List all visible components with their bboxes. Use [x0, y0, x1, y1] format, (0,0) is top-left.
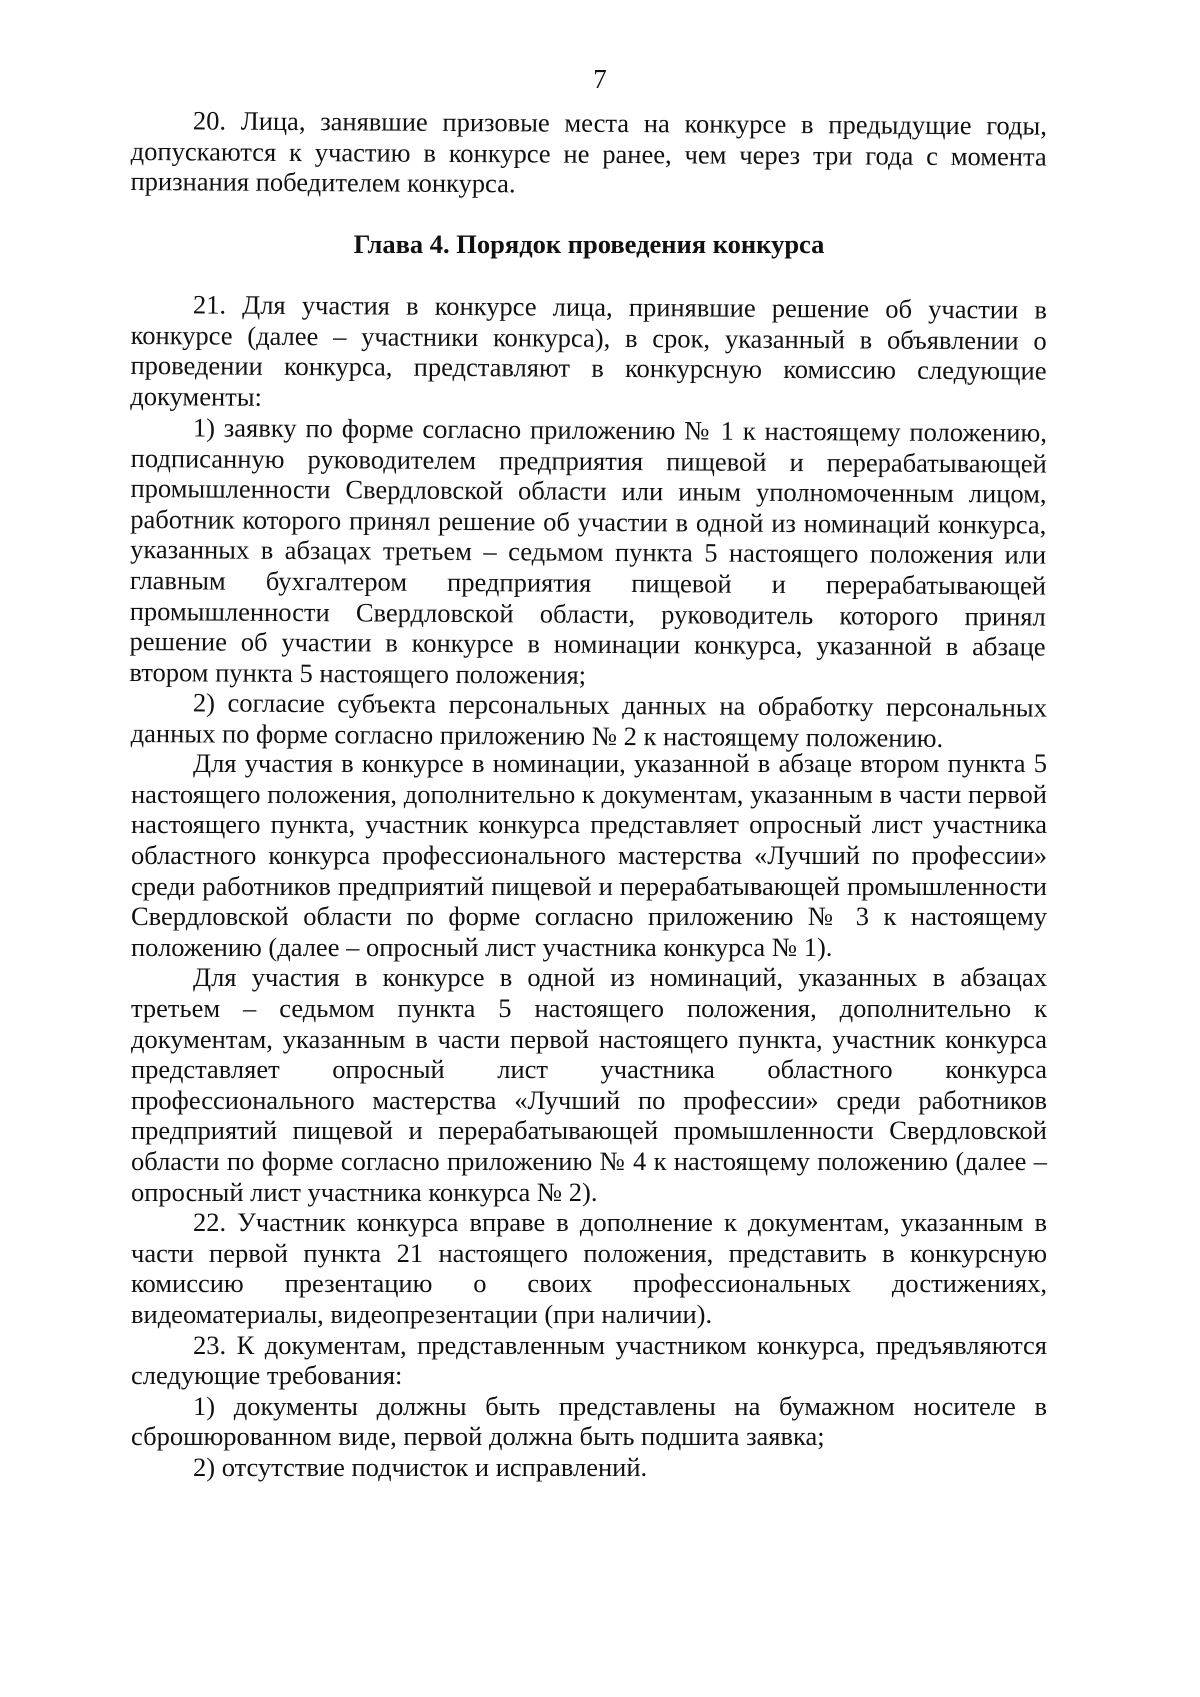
- paragraph-23: 23. К документам, представленным участником конкурса, предъявляются следующие требования:: [131, 1329, 1047, 1391]
- paragraph-21-additional-2: Для участия в конкурсе в одной из номинаций, указанных в абзацах третьем – седьмом пункта 5 настоящего положения, дополнительно к документам, указанным в части первой настоящего пункта, участник конкурса представляет опросный лист участника областного конкурса профессионального мастерства «Лучший по профессии» среди работников предприятий пищевой и перерабатывающей промышленности Свердловской области по форме согласно приложению № 4 к настоящему положению (далее – опросный лист участника конкурса № 2).: [131, 962, 1047, 1207]
- paragraph-21-additional-1: Для участия в конкурсе в номинации, указанной в абзаце втором пункта 5 настоящего положения, дополнительно к документам, указанным в части первой настоящего пункта, участник конкурса представляет опросный лист участника областного конкурса профессионального мастерства «Лучший по профессии» среди работников предприятий пищевой и перерабатывающей промышленности Свердловской области по форме согласно приложению № 3 к настоящему положению (далее – опросный лист участника конкурса № 1).: [131, 748, 1047, 962]
- paragraph-23-item-1: 1) документы должны быть представлены на бумажном носителе в сброшюрованном виде, первой должна быть подшита заявка;: [131, 1390, 1047, 1452]
- paragraph-21-item-1: 1) заявку по форме согласно приложению № 1 к настоящему положению, подписанную руководителем предприятия пищевой и перерабатывающей промышленности Свердловской области или иным уполномоченным лицом, работник которого принял решение об участии в одной из номинаций конкурса, указанных в абзацах третьем – седьмом пункта 5 настоящего положения или главным бухгалтером предприятия пищевой и перерабатывающей промышленности Свердловской области, руководитель которого принял решение об участии в конкурсе в номинации конкурса, указанной в абзаце втором пункта 5 настоящего положения;: [129, 412, 1047, 690]
- paragraph-21-item-2: 2) согласие субъекта персональных данных на обработку персональных данных по форме согласно приложению № 2 к настоящему положению.: [130, 687, 1047, 753]
- chapter-title: Глава 4. Порядок проведения конкурса: [353, 228, 825, 259]
- paragraph-22: 22. Участник конкурса вправе в дополнение к документам, указанным в части первой пункта 21 настоящего положения, представить в конкурсную комиссию презентацию о своих профессиональных достижениях, видеоматериалы, видеопрезентации (при наличии).: [131, 1207, 1047, 1329]
- document-body: [131, 105, 1047, 1483]
- paragraph-23-item-2: 2) отсутствие подчисток и исправлений.: [193, 1451, 648, 1482]
- paragraph-20: 20. Лица, занявшие призовые места на конкурсе в предыдущие годы, допускаются к участию в конкурсе не ранее, чем через три года с момента признания победителем конкурса.: [130, 105, 1047, 199]
- paragraph-21: 21. Для участия в конкурсе лица, принявшие решение об участии в конкурсе (далее – участники конкурса), в срок, указанный в объявлении о проведении конкурса, представляют в конкурсную комиссию следующие документы:: [130, 289, 1047, 412]
- page-number: 7: [593, 64, 607, 94]
